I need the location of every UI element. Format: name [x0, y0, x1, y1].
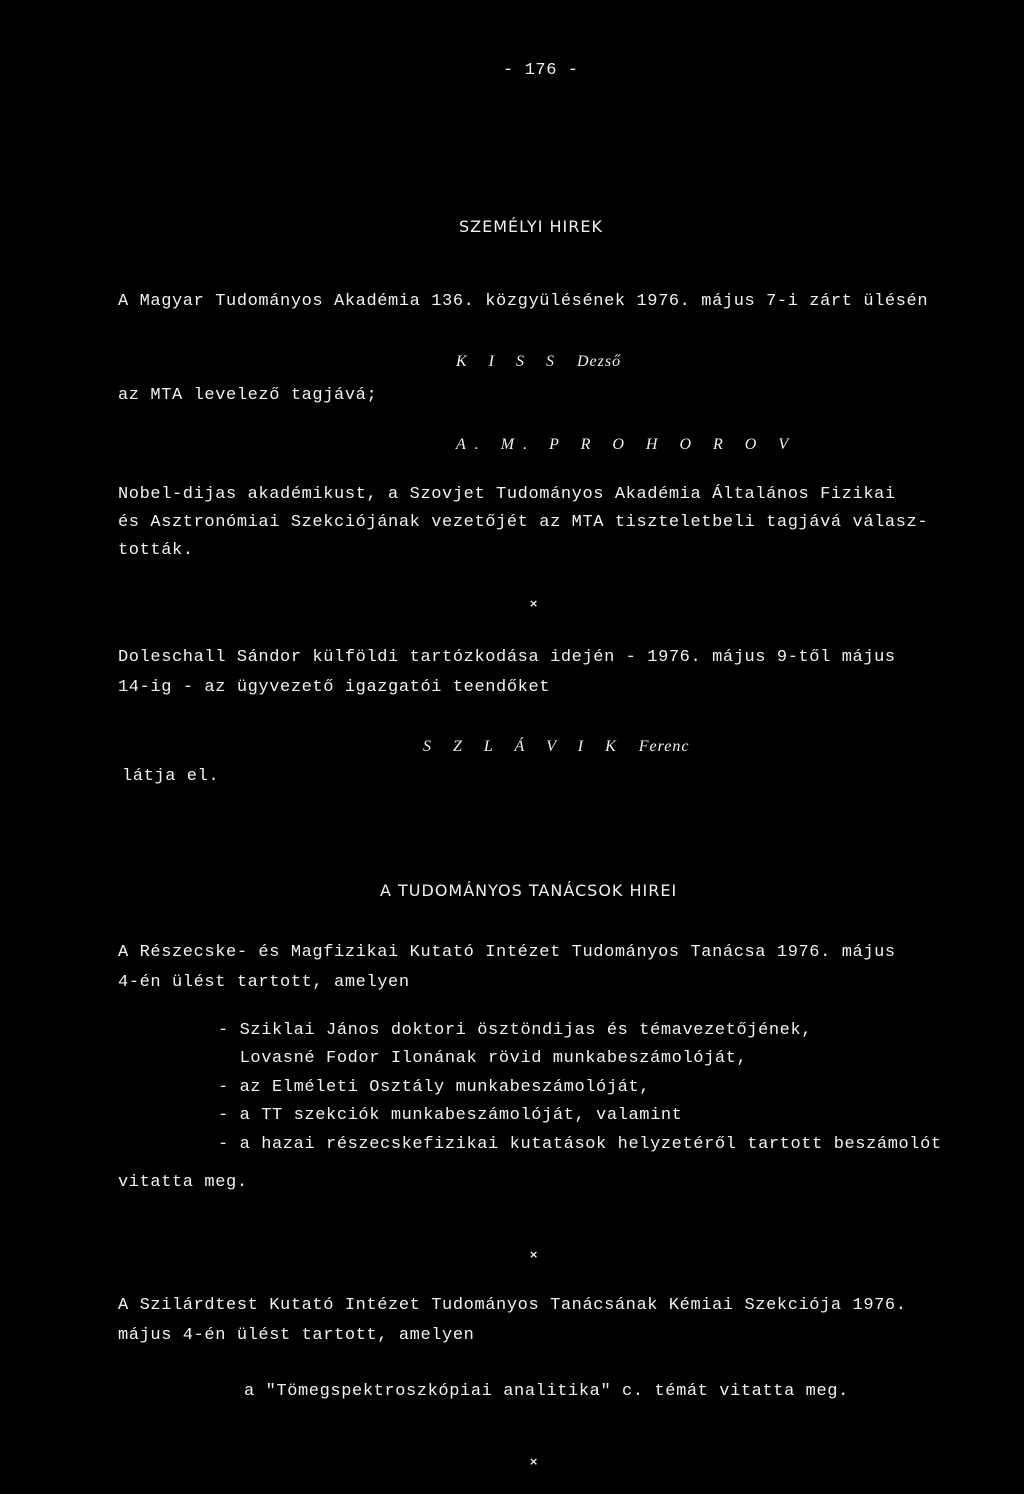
- list-item-rmki-4: - a hazai részecskefizikai kutatások helyzetéről tartott beszámolót: [218, 1135, 942, 1154]
- person-name-kiss: [456, 351, 621, 373]
- person-name-szlavik: [423, 736, 689, 758]
- separator-star: ×: [529, 597, 539, 610]
- paragraph-prohorov-line-1: Nobel-dijas akadémikust, a Szovjet Tudományos Akadémia Általános Fizikai: [118, 485, 896, 504]
- paragraph-szfki-line-1: A Szilárdtest Kutató Intézet Tudományos Tanácsának Kémiai Szekciója 1976.: [118, 1296, 907, 1315]
- paragraph-deputy-line-1: Doleschall Sándor külföldi tartózkodása idején - 1976. május 9-től május: [118, 648, 896, 667]
- section-heading-personal-news: SZEMÉLYI HIREK: [459, 217, 603, 236]
- list-item-rmki-1: - Sziklai János doktori ösztöndijas és témavezetőjének,: [218, 1021, 813, 1040]
- paragraph-szfki-line-2: május 4-én ülést tartott, amelyen: [118, 1326, 475, 1345]
- surname: S Z L Á V I K: [423, 738, 625, 755]
- given-name: Ferenc: [638, 738, 690, 755]
- rmki-end-text: vitatta meg.: [118, 1173, 248, 1192]
- paragraph-prohorov-line-3: tották.: [118, 541, 194, 560]
- page-number: - 176 -: [503, 61, 579, 80]
- list-item-szfki: a "Tömegspektroszkópiai analitika" c. témát vitatta meg.: [244, 1382, 849, 1401]
- paragraph-rmki-line-2: 4-én ülést tartott, amelyen: [118, 973, 410, 992]
- list-item-rmki-2: - az Elméleti Osztály munkabeszámolóját,: [218, 1078, 651, 1097]
- deputy-end-text: látja el.: [122, 767, 220, 786]
- list-item-rmki-1-cont: Lovasné Fodor Ilonának rövid munkabeszámolóját,: [218, 1049, 748, 1068]
- given-name: Dezső: [577, 353, 622, 370]
- separator-star: ×: [529, 1455, 539, 1468]
- section-heading-council-news: A TUDOMÁNYOS TANÁCSOK HIREI: [380, 881, 678, 900]
- list-item-rmki-3: - a TT szekciók munkabeszámolóját, valamint: [218, 1106, 683, 1125]
- paragraph-rmki-line-1: A Részecske- és Magfizikai Kutató Intézet Tudományos Tanácsa 1976. május: [118, 943, 896, 962]
- paragraph-prohorov-line-2: és Asztronómiai Szekciójának vezetőjét az MTA tiszteletbeli tagjává válasz-: [118, 513, 929, 532]
- surname: K I S S: [456, 353, 563, 370]
- role-corresponding-member: az MTA levelező tagjává;: [118, 386, 378, 405]
- person-name-prohorov: [456, 434, 797, 456]
- paragraph-deputy-line-2: 14-ig - az ügyvezető igazgatói teendőket: [118, 678, 551, 697]
- surname: A. M. P R O H O R O V: [456, 436, 798, 453]
- separator-star: ×: [529, 1248, 539, 1261]
- paragraph-general-assembly: A Magyar Tudományos Akadémia 136. közgyülésének 1976. május 7-i zárt ülésén: [118, 292, 929, 311]
